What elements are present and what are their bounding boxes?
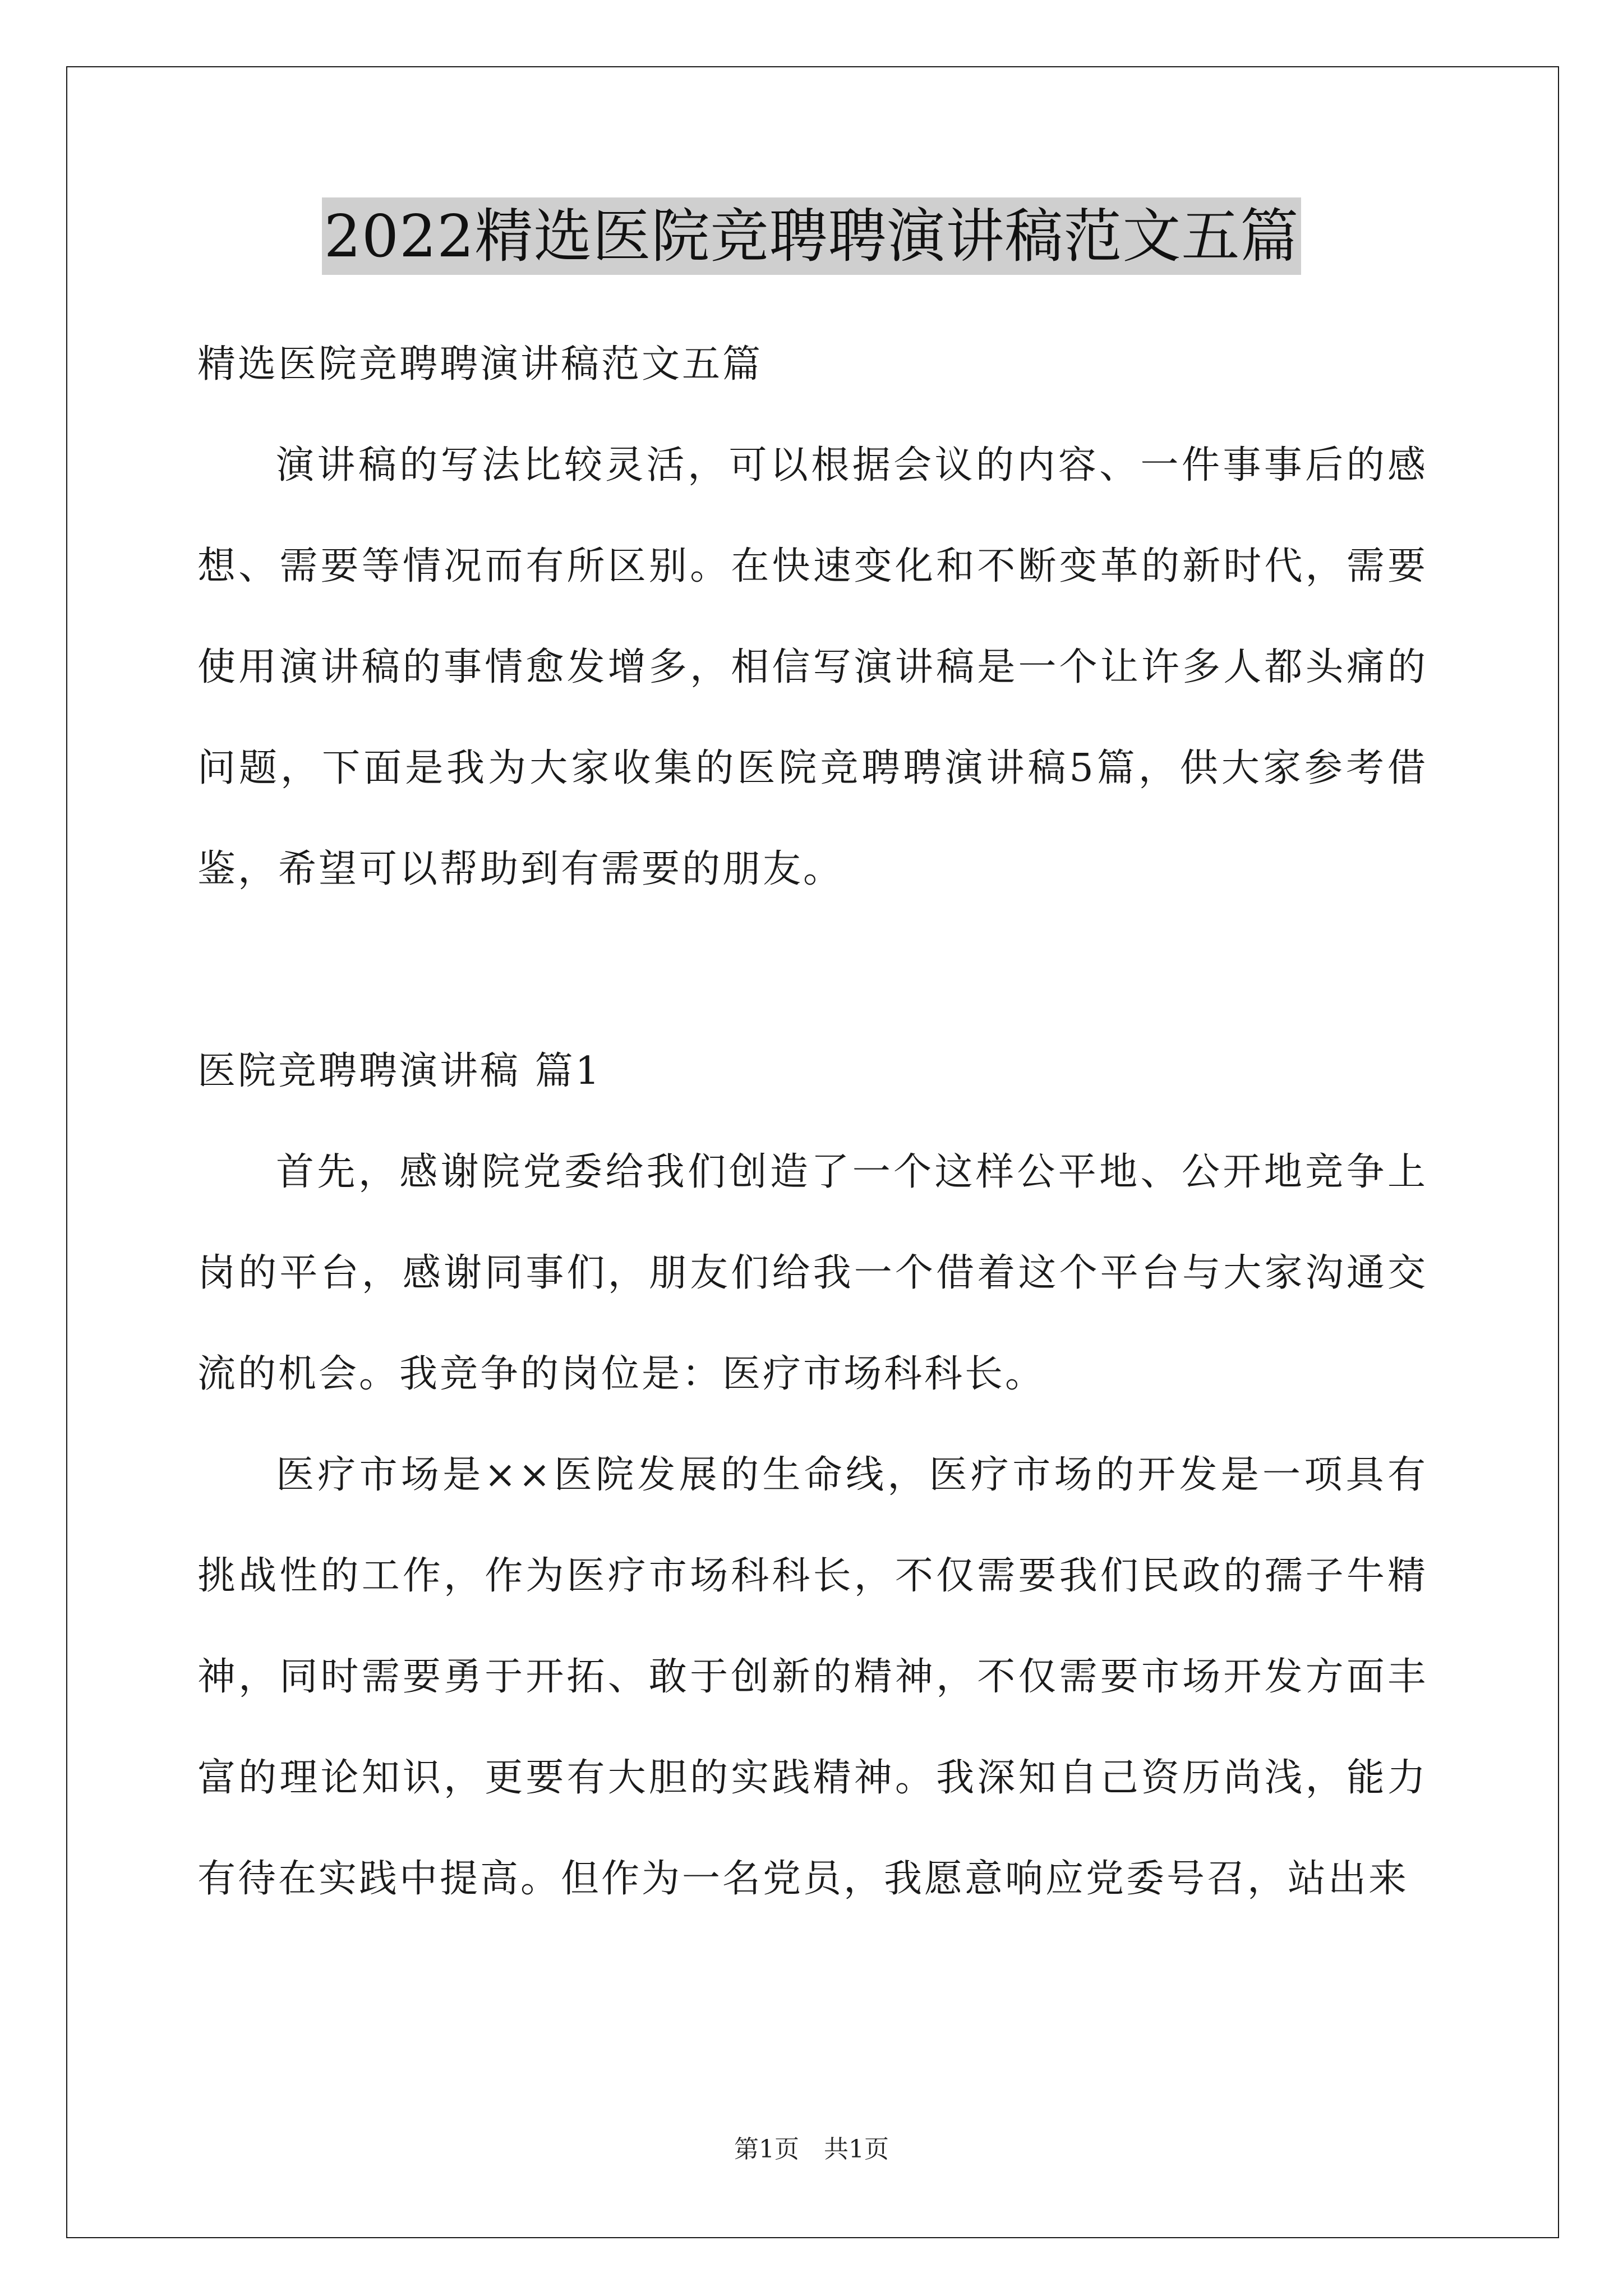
section-heading: 医院竞聘聘演讲稿 篇1 <box>197 1049 602 1093</box>
section-paragraph-2: 医疗市场是××医院发展的生命线，医疗市场的开发是一项具有挑战性的工作，作为医疗市场科科长，不仅需要我们民政的孺子牛精神，同时需要勇于开拓、敢于创新的精神，不仅需要市场开发方面丰富的理论知识，更要有大胆的实践精神。我深知自己资历尚浅，能力有待在实践中提高。但作为一名党员，我愿意响应党委号召，站出来 <box>197 1453 1428 1901</box>
section-paragraph-1: 首先，感谢院党委给我们创造了一个这样公平地、公开地竞争上岗的平台，感谢同事们，朋友们给我一个借着这个平台与大家沟通交流的机会。我竞争的岗位是：医疗市场科科长。 <box>197 1150 1428 1396</box>
title-container <box>0 197 1623 275</box>
intro-paragraph: 演讲稿的写法比较灵活，可以根据会议的内容、一件事事后的感想、需要等情况而有所区别。在快速变化和不断变革的新时代，需要使用演讲稿的事情愈发增多，相信写演讲稿是一个让许多人都头痛的问题，下面是我为大家收集的医院竞聘聘演讲稿5篇，供大家参考借鉴，希望可以帮助到有需要的朋友。 <box>197 443 1428 891</box>
subtitle: 精选医院竞聘聘演讲稿范文五篇 <box>197 342 763 386</box>
section-gap <box>197 920 1428 1021</box>
document-title: 2022精选医院竞聘聘演讲稿范文五篇 <box>322 197 1302 275</box>
page-footer: 第1页 共1页 <box>734 2135 889 2164</box>
document-body <box>197 314 1428 1930</box>
